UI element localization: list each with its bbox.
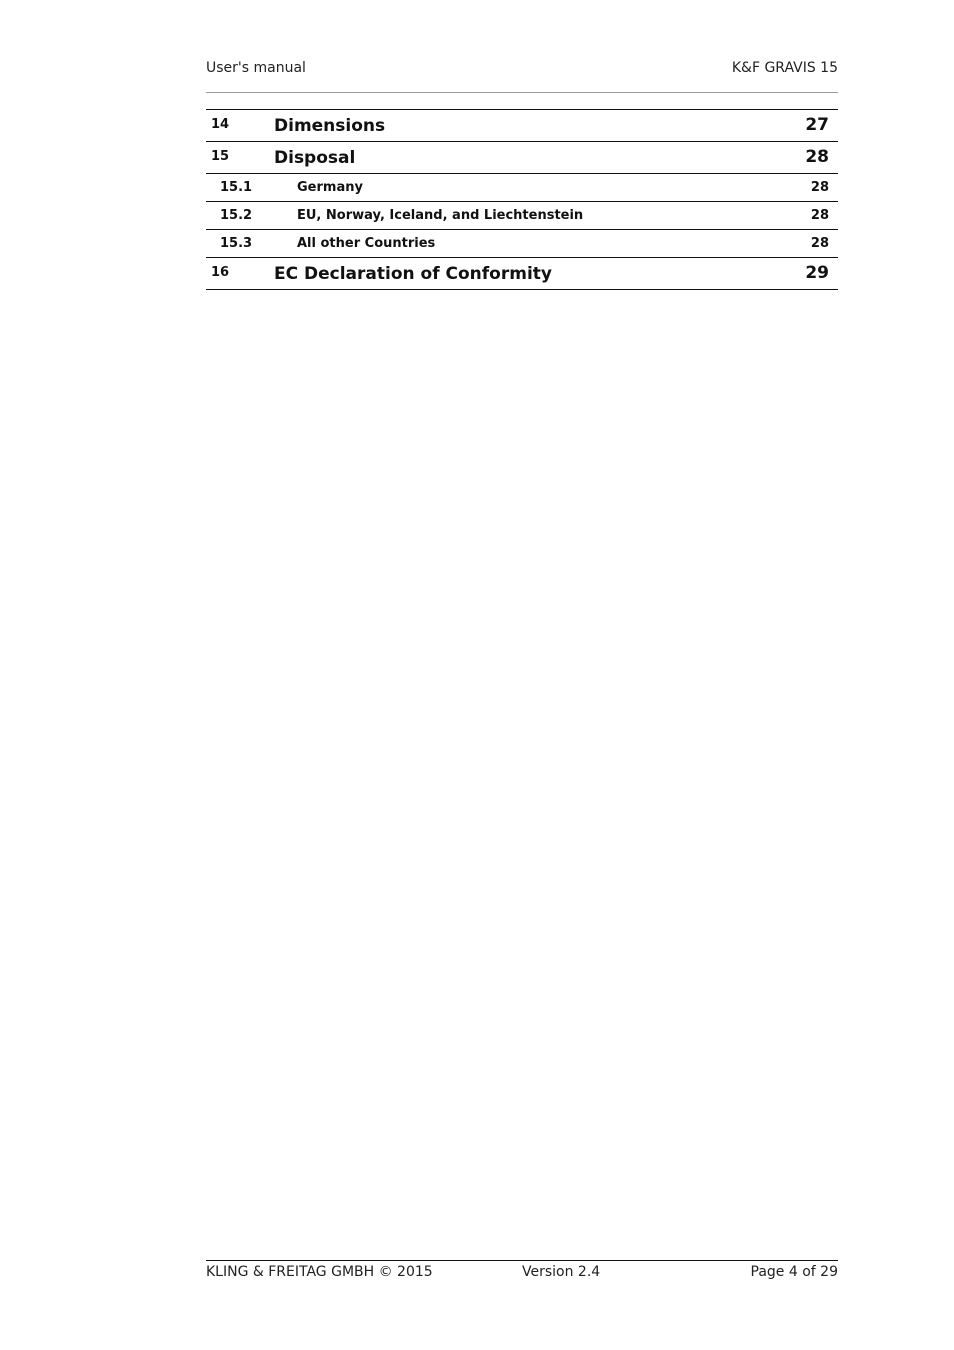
toc-entry-title[interactable]: EU, Norway, Iceland, and Liechtenstein <box>297 208 584 223</box>
toc-entry-title[interactable]: All other Countries <box>297 236 436 251</box>
toc-entry-germany[interactable] <box>206 174 838 202</box>
toc-entry-number: 15.3 <box>220 236 253 251</box>
header-divider <box>206 92 838 93</box>
toc-entry-page[interactable]: 28 <box>805 147 829 167</box>
page-footer <box>206 1264 838 1284</box>
toc-entry-dimensions[interactable] <box>206 110 838 142</box>
toc-entry-eu-norway-iceland-liechtenstein[interactable] <box>206 202 838 230</box>
toc-entry-number: 15.1 <box>220 180 253 195</box>
footer-version: Version 2.4 <box>522 1264 601 1280</box>
page-header <box>206 60 838 80</box>
toc-entry-title[interactable]: Disposal <box>274 148 356 168</box>
toc-entry-number: 14 <box>211 117 230 132</box>
toc-entry-page[interactable]: 28 <box>810 180 829 195</box>
toc-entry-disposal[interactable] <box>206 142 838 174</box>
toc-entry-title[interactable]: Germany <box>297 180 363 195</box>
toc-entry-title[interactable]: Dimensions <box>274 116 386 136</box>
footer-divider <box>206 1260 838 1261</box>
toc-entry-number: 16 <box>211 265 230 280</box>
toc-entry-number: 15.2 <box>220 208 253 223</box>
toc-entry-title[interactable]: EC Declaration of Conformity <box>274 264 552 284</box>
header-product-name: K&F GRAVIS 15 <box>731 60 838 76</box>
toc-entry-page[interactable]: 29 <box>805 263 829 283</box>
toc-entry-page[interactable]: 28 <box>810 208 829 223</box>
toc-entry-all-other-countries[interactable] <box>206 230 838 258</box>
footer-page-number: Page 4 of 29 <box>750 1264 838 1280</box>
toc-entry-page[interactable]: 28 <box>810 236 829 251</box>
table-of-contents <box>206 109 838 290</box>
toc-entry-page[interactable]: 27 <box>805 115 829 135</box>
toc-entry-number: 15 <box>211 149 230 164</box>
toc-entry-ec-declaration[interactable] <box>206 258 838 290</box>
header-document-type: User's manual <box>206 60 306 76</box>
footer-copyright: KLING & FREITAG GMBH © 2015 <box>206 1264 433 1280</box>
